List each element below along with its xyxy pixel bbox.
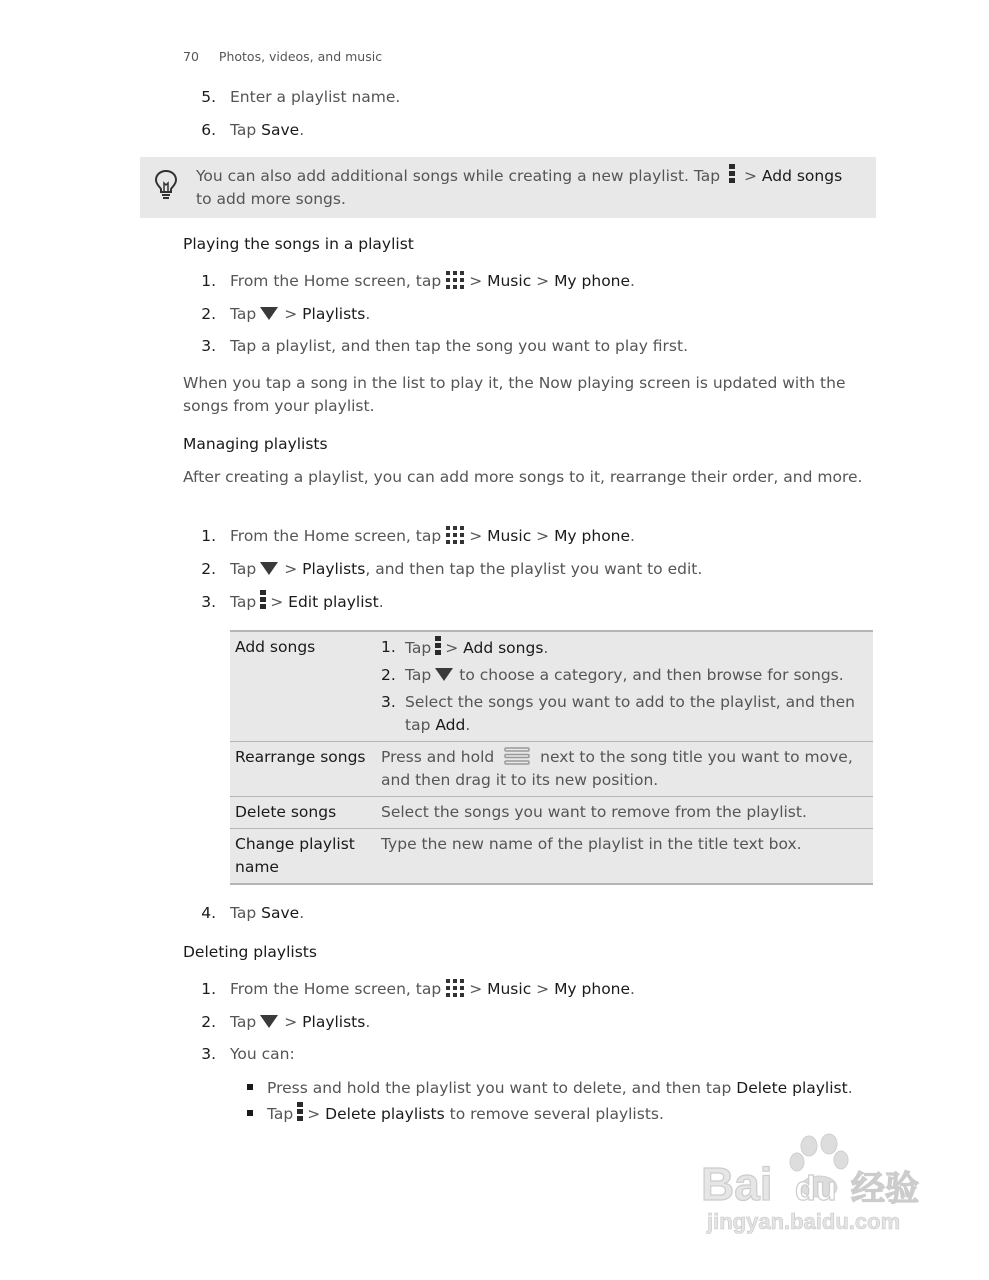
row-label: Add songs (235, 638, 316, 656)
row-content: Press and hold next to the song title you want to move, and then drag it to its new position. (381, 748, 853, 789)
dropdown-triangle-icon (260, 307, 278, 320)
row-label: Delete songs (235, 803, 337, 821)
row-content: Type the new name of the playlist in the title text box. (381, 835, 802, 853)
drag-handle-icon (503, 746, 531, 766)
table-row (230, 829, 873, 885)
menu-icon (260, 590, 266, 611)
row-label: Rearrange songs (235, 748, 366, 766)
tip-text: You can also add additional songs while creating a new playlist. Tap > Add songs to add more songs. (196, 164, 868, 211)
apps-grid-icon (445, 978, 465, 998)
apps-grid-icon (445, 270, 465, 290)
svg-text:Bai: Bai (701, 1158, 773, 1210)
deleting-step-2: 2. Tap > Playlists. (201, 1013, 371, 1031)
managing-step-4: 4. Tap Save. (201, 904, 305, 922)
table-row (230, 797, 873, 829)
section-title: Photos, videos, and music (218, 49, 383, 64)
playing-step-2: 2. Tap > Playlists. (201, 305, 371, 323)
row-content: 1. Tap > Add songs. 2. Tap to choose a category, and then browse for songs. 3. Select the songs you want to add to the playlist, and then tap Add. (381, 638, 855, 734)
row-content: Select the songs you want to remove from the playlist. (381, 803, 807, 821)
heading-playing: Playing the songs in a playlist (183, 235, 414, 253)
step-5: 5. Enter a playlist name. (201, 88, 401, 106)
edit-options-table (230, 630, 873, 885)
menu-icon (729, 164, 735, 185)
svg-text:du: du (795, 1170, 837, 1208)
managing-step-3: 3. Tap > Edit playlist. (183, 590, 384, 614)
dropdown-triangle-icon (435, 668, 453, 681)
lightbulb-icon (154, 169, 178, 201)
svg-text:经验: 经验 (851, 1169, 919, 1209)
row-label: Change playlist name (235, 835, 355, 876)
menu-icon (297, 1102, 303, 1123)
bullet-item: Tap > Delete playlists to remove several playlists. (247, 1102, 664, 1126)
managing-step-2: 2. Tap > Playlists, and then tap the playlist you want to edit. (201, 560, 703, 578)
playing-step-3: 3. Tap a playlist, and then tap the song you want to play first. (201, 337, 689, 355)
watermark-url: jingyan.baidu.com (707, 1209, 901, 1234)
table-row (230, 742, 873, 797)
dropdown-triangle-icon (260, 1015, 278, 1028)
managing-paragraph: After creating a playlist, you can add more songs to it, rearrange their order, and more. (183, 468, 863, 486)
menu-icon (435, 636, 441, 657)
heading-managing: Managing playlists (183, 435, 328, 453)
deleting-step-1: 1. From the Home screen, tap > Music > My phone. (201, 980, 635, 998)
step-6: 6. Tap Save. (201, 121, 305, 139)
apps-grid-icon (445, 525, 465, 545)
baidu-watermark (701, 1132, 931, 1242)
heading-deleting: Deleting playlists (183, 943, 317, 961)
table-row (230, 631, 873, 742)
playing-step-1: 1. From the Home screen, tap > Music > My phone. (201, 272, 635, 290)
bullet-item: Press and hold the playlist you want to delete, and then tap Delete playlist. (247, 1077, 853, 1100)
managing-step-1: 1. From the Home screen, tap > Music > My phone. (201, 527, 635, 545)
dropdown-triangle-icon (260, 562, 278, 575)
deleting-step-3: 3. You can: (201, 1045, 295, 1063)
tip-box (140, 157, 876, 218)
page-number: 70 (183, 49, 199, 64)
playing-paragraph: When you tap a song in the list to play it, the Now playing screen is updated with the songs from your playlist. (183, 374, 846, 415)
page-header (183, 45, 382, 68)
